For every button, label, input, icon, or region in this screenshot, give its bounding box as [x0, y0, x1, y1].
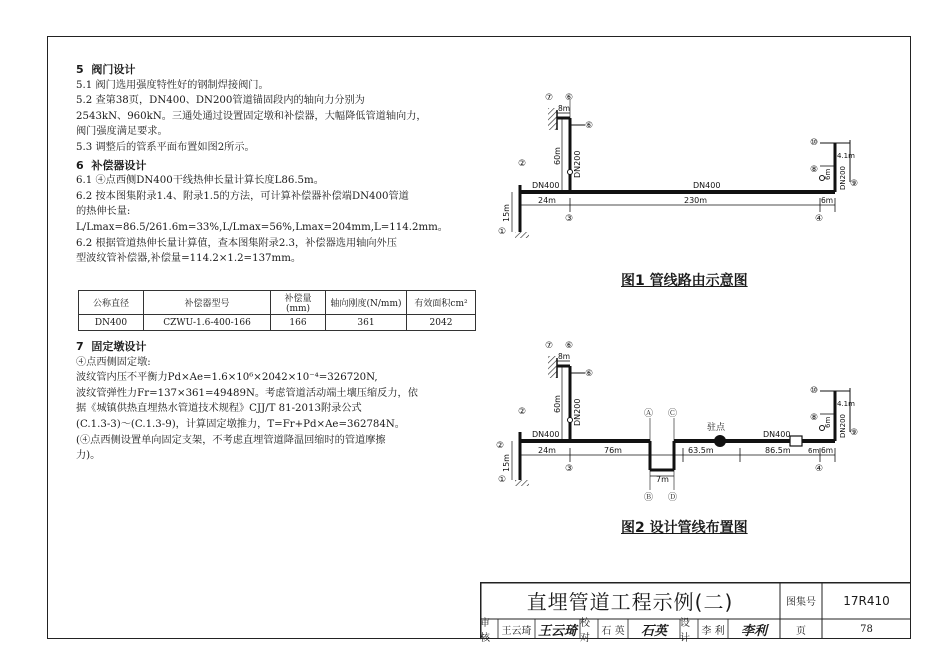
section7-line: 力)。 — [76, 450, 101, 462]
page-number: 78 — [860, 623, 873, 635]
fig1-node-label: ⑧ — [810, 165, 819, 175]
fig1-pipe-label: DN200 — [573, 150, 582, 178]
section7-line: 波纹管弹性力Fr=137×361=49489N。考虑管道活动端土壤压缩反力，依 — [76, 387, 418, 399]
table-cell: 2042 — [407, 315, 476, 331]
compensator-box — [790, 436, 802, 446]
fig2-dim: 15m — [502, 454, 511, 472]
fig2-node-label: ① — [498, 475, 507, 485]
fig2-pipe-label: DN400 — [763, 430, 791, 439]
section6-line: L/Lmax=86.5/261.6m=33%,L/Lmax=56%,Lmax=204mm,L=114.2mm。 — [76, 221, 448, 233]
table-cell: DN400 — [79, 315, 144, 331]
fig1-dim: 15m — [502, 204, 511, 222]
fig2-node-label: Ⓒ — [668, 409, 678, 419]
atlas-label: 图集号 — [786, 597, 816, 608]
figure-2 — [512, 356, 850, 490]
check-label: 校对 — [580, 618, 590, 644]
section5-line: 5.1 阀门选用强度特性好的钢制焊接阀门。 — [76, 79, 269, 91]
section5-heading: 5 阀门设计 — [76, 63, 136, 76]
fig1-dim: 4.1m — [837, 152, 855, 160]
fig1-node-label: ④ — [815, 214, 824, 224]
table-cell: 361 — [326, 315, 407, 331]
fig2-node-label: Ⓓ — [668, 493, 678, 503]
fig2-node-label: ⑨ — [850, 428, 859, 438]
section5-line: 5.2 查第38页，DN400、DN200管道锚固段内的轴向力分别为 — [76, 95, 365, 107]
fig1-node-label: ③ — [565, 214, 574, 224]
fig1-dim: 230m — [684, 196, 708, 205]
section7-line: 波纹管内压不平衡力Pd×Ae=1.6×10⁶×2042×10⁻⁴=326720N, — [76, 372, 378, 384]
fig1-node-label: ⑨ — [850, 179, 859, 189]
fig1-dim: 60m — [553, 147, 562, 165]
section6-heading: 6 补偿器设计 — [76, 158, 147, 172]
fig2-node-label: ② — [518, 407, 527, 417]
fig1-dim: 8m — [558, 104, 571, 113]
fig1-pipe-label: DN400 — [693, 181, 721, 190]
fig2-dim: 6m — [808, 447, 820, 455]
page-label: 页 — [796, 625, 806, 637]
fig2-dim: 7m — [656, 475, 669, 484]
figure-1 — [512, 100, 850, 238]
designer-name: 李 利 — [701, 625, 725, 637]
fixed-point-marker — [714, 435, 726, 447]
anchor-hatch — [548, 108, 557, 130]
fig2-node-label: ④ — [815, 464, 824, 474]
section5-line: 2543kN、960kN。三通处通过设置固定墩和补偿器，大幅降低管道轴向力， — [76, 110, 427, 122]
fig2-dim: 63.5m — [688, 446, 714, 455]
fig2-dim: 8m — [558, 352, 571, 361]
fig2-fixed-point-label: 驻点 — [707, 423, 726, 433]
fig2-node-label: Ⓐ — [644, 409, 654, 419]
fig1-pipe-label: DN400 — [532, 181, 560, 190]
table-header: 公称直径 — [79, 291, 144, 315]
fig1-node-label: ⑩ — [810, 138, 819, 148]
fig1-dim: 6m — [821, 196, 834, 205]
fig2-node-label: Ⓑ — [644, 493, 654, 503]
fig2-pipe-label: DN400 — [532, 430, 560, 439]
section6-line: 的热伸长量: — [76, 206, 131, 218]
checker-name: 石 英 — [601, 625, 625, 637]
section7-line: ④点西侧固定墩: — [76, 356, 151, 368]
fig2-dim: 76m — [604, 446, 622, 455]
section5-line: 5.3 调整后的管系平面布置如图2所示。 — [76, 141, 255, 153]
fig2-node-label: ⑥ — [565, 341, 574, 351]
fig2-dim: 24m — [538, 446, 556, 455]
fig2-dim: 86.5m — [765, 446, 791, 455]
reviewer-name: 王云琦 — [501, 625, 532, 637]
figure-1-caption: 图1 管线路由示意图 — [621, 273, 748, 289]
fig1-node-label: ⑥ — [585, 121, 594, 131]
design-label: 设计 — [680, 618, 690, 644]
checker-signature: 石英 — [640, 623, 667, 639]
drawing-title: 直埋管道工程示例(二) — [526, 590, 734, 614]
section6-line: 6.2 根据管道热伸长量计算值，查本图集附录2.3，补偿器选用轴向外压 — [76, 237, 397, 249]
fig1-pipe-label: DN200 — [839, 166, 847, 190]
fig2-node-label: ⑧ — [810, 413, 819, 423]
fig2-node-label: ② — [496, 441, 505, 451]
section7-line: 据《城镇供热直埋热水管道技术规程》CJJ/T 81-2013附录公式 — [76, 403, 362, 415]
fig2-dim: 6m — [821, 446, 834, 455]
reviewer-signature: 王云琦 — [537, 623, 577, 639]
fig2-node-label: ⑩ — [810, 386, 819, 396]
table-header: 补偿量(mm) — [271, 291, 326, 315]
section6-line: 6.1 ④点西侧DN400干线热伸长量计算长度L86.5m。 — [76, 175, 324, 187]
designer-signature: 李利 — [740, 623, 767, 639]
fig1-node-label: ① — [498, 227, 507, 237]
table-header: 轴向刚度(N/mm) — [326, 291, 407, 315]
fig2-dim: 60m — [553, 395, 562, 413]
fig2-node-label: ⑥ — [585, 369, 594, 379]
atlas-number: 17R410 — [843, 593, 890, 608]
review-label: 审核 — [480, 618, 490, 644]
table-header: 有效面积cm² — [407, 291, 476, 315]
figure-2-caption: 图2 设计管线布置图 — [621, 520, 748, 536]
table-header: 补偿器型号 — [144, 291, 271, 315]
fig2-node-label: ⑦ — [545, 341, 554, 351]
table-cell: 166 — [271, 315, 326, 331]
fig1-dim: 6m — [824, 168, 832, 180]
fig1-node-label: ⑥ — [565, 93, 574, 103]
section7-line: (C.1.3-3)～(C.1.3-9)，计算固定墩推力，T=Fr+Pd×Ae=362784N。 — [76, 418, 405, 430]
fig1-node-label: ② — [518, 159, 527, 169]
section6-line: 6.2 按本图集附录1.4、附录1.5的方法，可计算补偿器补偿端DN400管道 — [76, 190, 409, 202]
section7-heading: 7 固定墩设计 — [76, 340, 147, 353]
fig2-dim: 6m — [824, 416, 832, 428]
table-cell: CZWU-1.6-400-166 — [144, 315, 271, 331]
fig1-dim: 24m — [538, 196, 556, 205]
section7-line: (④点西侧设置单向固定支架，不考虑直埋管道降温回缩时的管道摩擦 — [76, 434, 386, 446]
fig1-node-label: ⑦ — [545, 93, 554, 103]
fig2-pipe-label: DN200 — [839, 414, 847, 438]
fig2-node-label: ③ — [565, 464, 574, 474]
section5-line: 阀门强度满足要求。 — [76, 126, 168, 138]
section6-line: 型波纹管补偿器,补偿量=114.2×1.2=137mm。 — [76, 253, 302, 265]
fig2-dim: 4.1m — [837, 400, 855, 408]
title-block — [480, 582, 911, 644]
fig2-pipe-label: DN200 — [573, 398, 582, 426]
